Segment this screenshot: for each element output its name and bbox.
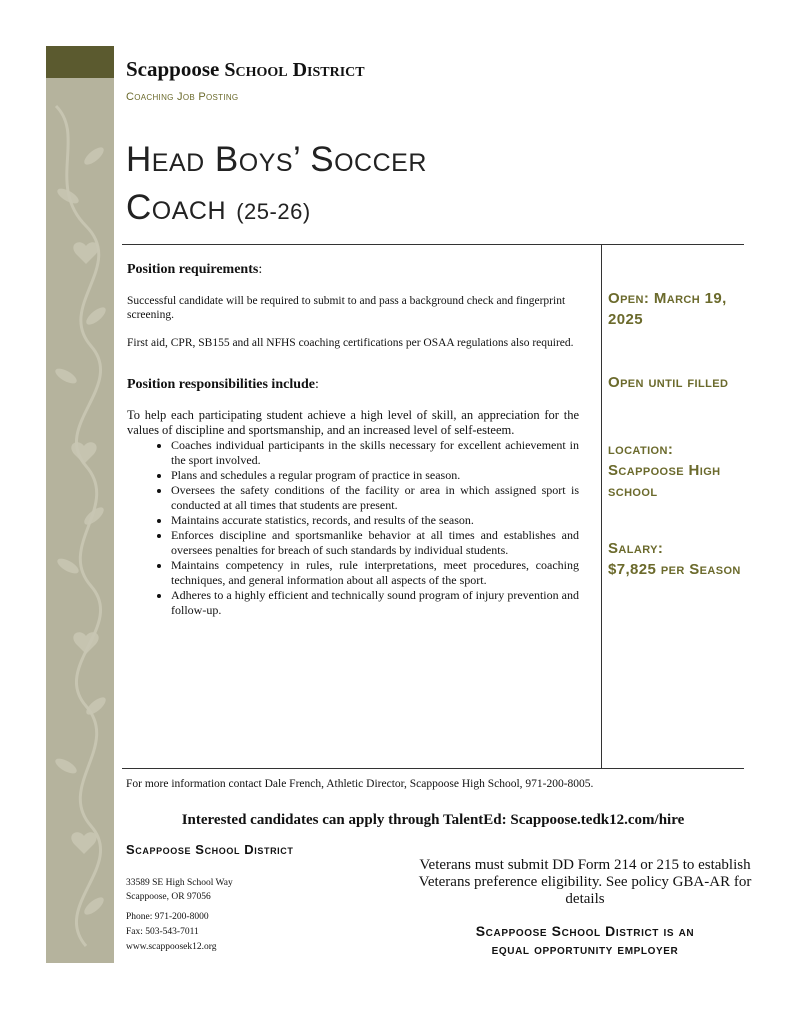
- veterans-notice: Veterans must submit DD Form 214 or 215 to establish Veterans preference eligibility. See policy GBA-AR for details: [418, 857, 752, 907]
- decorative-sidebar: [46, 46, 114, 963]
- open-until-filled: Open until filled: [608, 374, 729, 391]
- column-divider: [601, 244, 602, 768]
- open-date: Open: March 19, 2025: [608, 290, 727, 328]
- salary-label: Salary:: [608, 540, 664, 557]
- title-line2: Coach: [126, 188, 237, 227]
- page-title: [126, 136, 596, 236]
- address-line2: Scappoose, OR 97056: [126, 892, 211, 902]
- footer-org-name: Scappoose School District: [126, 842, 294, 857]
- phone-number: Phone: 971-200-8000: [126, 912, 209, 922]
- posting-type: Coaching Job Posting: [126, 91, 239, 103]
- requirement-item: Successful candidate will be required to submit to and pass a background check and fingerprint screening.: [127, 295, 566, 321]
- org-name: Scappoose School District: [126, 57, 365, 81]
- list-item: • Plans and schedules a regular program of practice in season.: [171, 468, 579, 483]
- contact-info: For more information contact Dale French, Athletic Director, Scappoose High School, 971-200-8005.: [126, 778, 594, 790]
- list-item: • Maintains competency in rules, rule interpretations, meet procedures, coaching techniques, and general information about all aspects of the sport.: [171, 558, 579, 588]
- address-line1: 33589 SE High School Way: [126, 878, 233, 888]
- apply-instructions: Interested candidates can apply through TalentEd: Scappoose.tedk12.com/hire: [181, 812, 685, 828]
- responsibilities-intro: To help each participating student achieve a high level of skill, an appreciation for the values of discipline and sportsmanship, and an increased level of self-esteem.: [127, 408, 579, 437]
- responsibilities-list: [127, 438, 579, 618]
- bottom-divider: [122, 768, 744, 769]
- location-label: location:: [608, 441, 674, 458]
- top-divider: [122, 244, 744, 245]
- requirement-item: First aid, CPR, SB155 and all NFHS coaching certifications per OSAA regulations also required.: [127, 337, 574, 349]
- eoe-statement: Scappoose School District is an equal opportunity employer: [475, 923, 695, 957]
- list-item: • Adheres to a highly efficient and technically sound program of injury prevention and follow-up.: [171, 588, 579, 618]
- requirements-heading: Position requirements:: [127, 262, 263, 277]
- title-line1: Head Boys’ Soccer: [126, 140, 427, 179]
- title-year: (25-26): [236, 199, 311, 224]
- list-item: • Oversees the safety conditions of the facility or area in which assigned sport is conducted at all times that students are present.: [171, 483, 579, 513]
- floral-pattern-icon: [46, 46, 114, 963]
- list-item: • Coaches individual participants in the skills necessary for excellent achievement in the sport involved.: [171, 438, 579, 468]
- main-content: [127, 263, 579, 618]
- location-value: Scappoose High school: [608, 462, 721, 500]
- responsibilities-heading: Position responsibilities include:: [127, 377, 319, 392]
- salary-value: $7,825 per Season: [608, 561, 741, 578]
- list-item: • Enforces discipline and sportsmanlike behavior at all times and establishes and oversees penalties for breach of such standards by individual students.: [171, 528, 579, 558]
- fax-number: Fax: 503-543-7011: [126, 927, 199, 937]
- list-item: • Maintains accurate statistics, records, and results of the season.: [171, 513, 579, 528]
- website: www.scappoosek12.org: [126, 942, 217, 952]
